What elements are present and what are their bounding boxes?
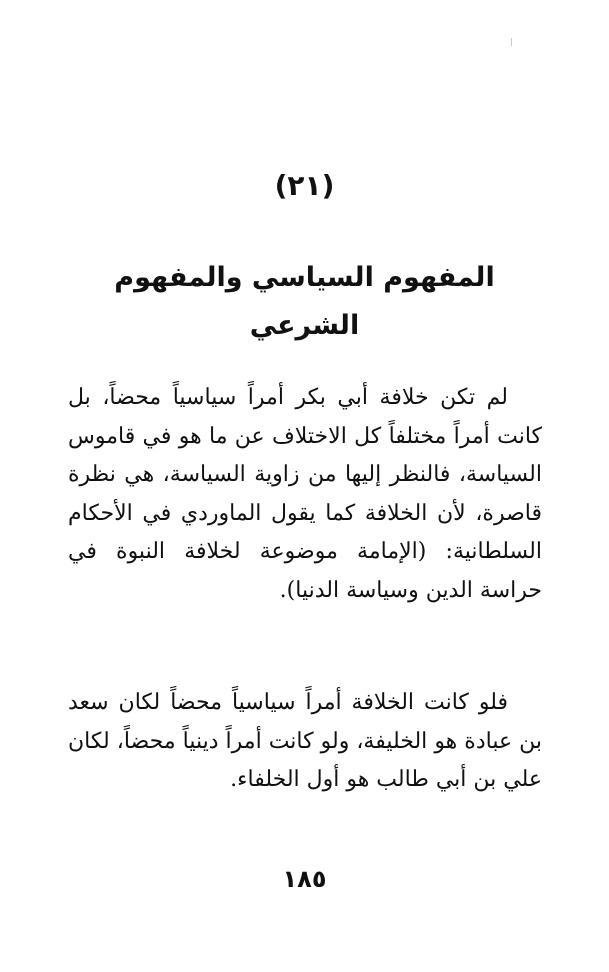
paragraph-2: فلو كانت الخلافة أمراً سياسياً محضاً لكان سعد بن عبادة هو الخليفة، ولو كانت أمراً دينياً محضاً، لكان علي بن أبي طالب هو أول الخلفاء. (68, 690, 542, 792)
paragraph-1: لم تكن خلافة أبي بكر أمراً سياسياً محضاً، بل كانت أمراً مختلفاً كل الاختلاف عن ما هو في قاموس السياسة، فالنظر إليها من زاوية السياسة، هي نظرة قاصرة، لأن الخلافة كما يقول الماوردي في الأحكام السلطانية: (الإمامة موضوعة لخلافة النبوة في حراسة الدين وسياسة الدنيا). (68, 385, 542, 603)
page-number: ١٨٥ (282, 865, 327, 893)
chapter-number: (٢١) (274, 169, 335, 202)
scan-mark (511, 38, 512, 46)
chapter-title: المفهوم السياسي والمفهوم الشرعي (114, 262, 495, 341)
